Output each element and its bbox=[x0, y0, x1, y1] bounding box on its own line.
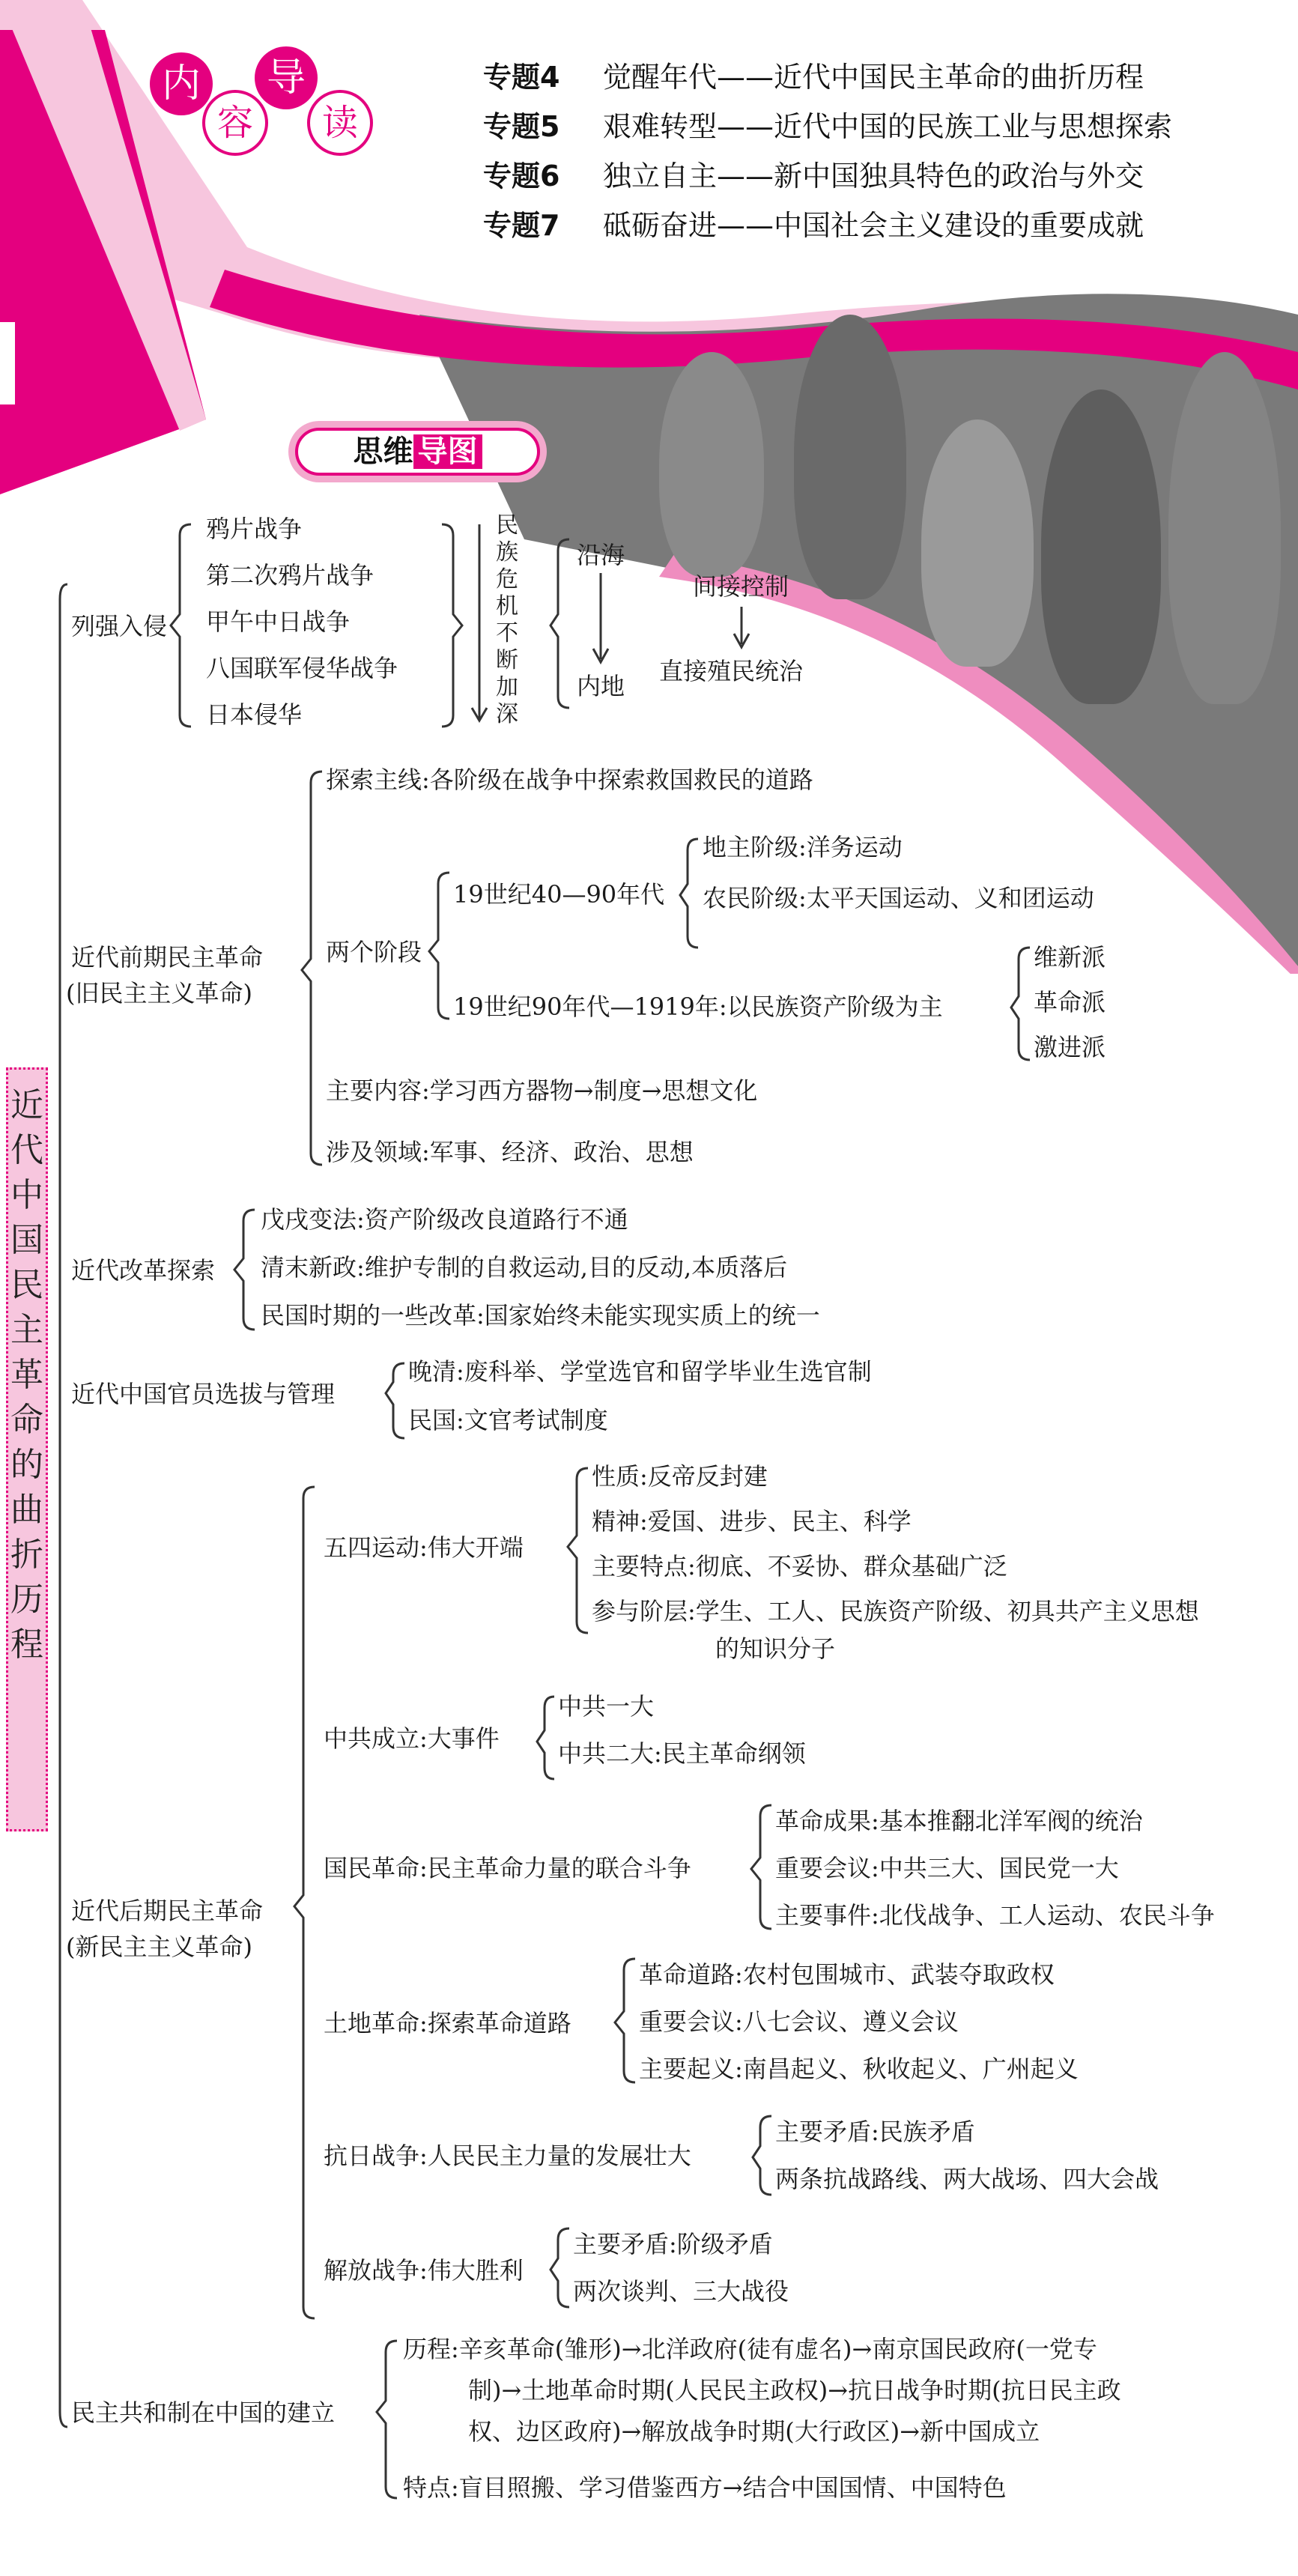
side-char: 历 bbox=[10, 1581, 43, 1619]
wusi-item: 主要特点:彻底、不妥协、群众基础广泛 bbox=[592, 1552, 1007, 1581]
faction-item: 革命派 bbox=[1034, 988, 1106, 1016]
side-char: 折 bbox=[10, 1536, 43, 1574]
wusi-item: 性质:反帝反封建 bbox=[592, 1462, 768, 1491]
indirect-control: 间接控制 bbox=[693, 572, 789, 601]
topic-num: 专题7 bbox=[483, 209, 560, 242]
main-content: 主要内容:学习西方器物→制度→思想文化 bbox=[326, 1076, 758, 1105]
badge-char-4: 读 bbox=[307, 90, 373, 156]
crisis-char: 不 bbox=[496, 620, 518, 646]
side-char: 革 bbox=[10, 1356, 43, 1394]
badge-char-1: 内 bbox=[150, 52, 213, 115]
war-item: 日本侵华 bbox=[206, 700, 303, 729]
side-char: 中 bbox=[10, 1176, 43, 1214]
war-item: 八国联军侵华战争 bbox=[206, 654, 398, 682]
land-item: 重要会议:八七会议、遵义会议 bbox=[639, 2007, 959, 2036]
topic-num: 专题5 bbox=[483, 110, 560, 143]
node-houqi: 近代后期民主革命 bbox=[71, 1897, 264, 1925]
land-item: 主要起义:南昌起义、秋收起义、广州起义 bbox=[639, 2055, 1079, 2083]
side-char: 命 bbox=[10, 1401, 43, 1439]
side-char: 程 bbox=[10, 1625, 43, 1664]
side-char: 主 bbox=[10, 1311, 43, 1349]
topic-num: 专题4 bbox=[483, 61, 560, 94]
side-char: 曲 bbox=[10, 1491, 43, 1529]
wusi-item-cont: 的知识分子 bbox=[715, 1634, 836, 1663]
land-revolution: 土地革命:探索革命道路 bbox=[324, 2009, 571, 2037]
crisis-char: 深 bbox=[496, 701, 518, 727]
side-char: 近 bbox=[10, 1086, 43, 1124]
wusi-item: 精神:爱国、进步、民主、科学 bbox=[592, 1507, 912, 1536]
side-char: 民 bbox=[10, 1266, 43, 1304]
crisis-char: 民 bbox=[496, 512, 518, 539]
ccp-item: 中共二大:民主革命纲领 bbox=[558, 1739, 806, 1768]
war-item: 鸦片战争 bbox=[206, 515, 303, 543]
crisis-char: 断 bbox=[496, 647, 518, 673]
national-item: 重要会议:中共三大、国民党一大 bbox=[775, 1854, 1119, 1882]
war-item: 甲午中日战争 bbox=[206, 607, 351, 636]
faction-item: 激进派 bbox=[1034, 1033, 1106, 1061]
topic-text: 砥砺奋进——中国社会主义建设的重要成就 bbox=[603, 209, 1144, 242]
liberation-war: 解放战争:伟大胜利 bbox=[324, 2256, 524, 2285]
national-revolution: 国民革命:民主革命力量的联合斗争 bbox=[324, 1854, 691, 1882]
period-2: 19世纪90年代—1919年:以民族资产阶级为主 bbox=[453, 992, 943, 1021]
node-lieqiang: 列强入侵 bbox=[71, 612, 168, 640]
coast-label: 沿海 bbox=[577, 541, 625, 569]
crisis-char: 加 bbox=[496, 674, 518, 700]
feature-line: 特点:盲目照搬、学习借鉴西方→结合中国国情、中国特色 bbox=[403, 2473, 1007, 2502]
node-qianqi-sub: (旧民主主义革命) bbox=[66, 979, 252, 1007]
anti-japanese-item: 两条抗战路线、两大战场、四大会战 bbox=[775, 2165, 1159, 2193]
reform-item: 清末新政:维护专制的自救运动,目的反动,本质落后 bbox=[261, 1253, 788, 1282]
crisis-char: 危 bbox=[496, 566, 518, 593]
side-char: 国 bbox=[10, 1221, 43, 1259]
national-item: 主要事件:北伐战争、工人运动、农民斗争 bbox=[775, 1901, 1215, 1930]
history-line: 制)→土地革命时期(人民民主政权)→抗日战争时期(抗日民主政 bbox=[468, 2376, 1121, 2404]
node-houqi-sub: (新民主主义革命) bbox=[66, 1933, 252, 1961]
badge-char-3: 导 bbox=[255, 46, 318, 109]
badge-char-2: 容 bbox=[202, 90, 268, 156]
node-gaige: 近代改革探索 bbox=[71, 1256, 216, 1285]
ccp-item: 中共一大 bbox=[558, 1692, 655, 1721]
crisis-char: 机 bbox=[496, 593, 518, 619]
crisis-char: 族 bbox=[496, 539, 518, 566]
side-char: 代 bbox=[10, 1131, 43, 1169]
wusi-movement: 五四运动:伟大开端 bbox=[324, 1533, 524, 1562]
history-line: 历程:辛亥革命(雏形)→北洋政府(徒有虚名)→南京国民政府(一党专 bbox=[403, 2335, 1097, 2363]
topic-text: 独立自主——新中国独具特色的政治与外交 bbox=[603, 160, 1144, 193]
peasant-class: 农民阶级:太平天国运动、义和团运动 bbox=[703, 884, 1094, 912]
land-item: 革命道路:农村包围城市、武装夺取政权 bbox=[639, 1960, 1055, 1989]
anti-japanese-item: 主要矛盾:民族矛盾 bbox=[775, 2118, 975, 2146]
node-gonghe: 民主共和制在中国的建立 bbox=[71, 2398, 336, 2427]
node-qianqi: 近代前期民主革命 bbox=[71, 943, 264, 972]
liberation-item: 主要矛盾:阶级矛盾 bbox=[573, 2230, 773, 2258]
reform-item: 民国时期的一些改革:国家始终未能实现实质上的统一 bbox=[261, 1301, 820, 1330]
faction-item: 维新派 bbox=[1034, 943, 1106, 972]
mainline: 探索主线:各阶级在战争中探索救国救民的道路 bbox=[326, 766, 813, 794]
crisis-vertical bbox=[494, 512, 520, 728]
node-guanyuan: 近代中国官员选拔与管理 bbox=[71, 1380, 336, 1408]
side-char: 的 bbox=[10, 1446, 43, 1484]
topic-text: 艰难转型——近代中国的民族工业与思想探索 bbox=[603, 110, 1173, 143]
reform-item: 戊戌变法:资产阶级改良道路行不通 bbox=[261, 1205, 628, 1234]
ccp-founding: 中共成立:大事件 bbox=[324, 1724, 500, 1753]
inland-label: 内地 bbox=[577, 672, 625, 700]
fields: 涉及领域:军事、经济、政治、思想 bbox=[326, 1138, 694, 1166]
liberation-item: 两次谈判、三大战役 bbox=[573, 2277, 789, 2306]
official-item: 晚清:废科举、学堂选官和留学毕业生选官制 bbox=[408, 1357, 872, 1386]
war-item: 第二次鸦片战争 bbox=[206, 561, 374, 590]
mindmap-label-b: 导图 bbox=[413, 434, 482, 469]
national-item: 革命成果:基本推翻北洋军阀的统治 bbox=[775, 1807, 1143, 1835]
mindmap-label-a: 思维 bbox=[353, 434, 413, 469]
topic-text: 觉醒年代——近代中国民主革命的曲折历程 bbox=[603, 61, 1144, 94]
anti-japanese-war: 抗日战争:人民民主力量的发展壮大 bbox=[324, 2142, 691, 2170]
landlord-class: 地主阶级:洋务运动 bbox=[703, 833, 903, 861]
period-1: 19世纪40—90年代 bbox=[453, 880, 665, 909]
wusi-item: 参与阶层:学生、工人、民族资产阶级、初具共产主义思想 bbox=[592, 1597, 1199, 1625]
topic-num: 专题6 bbox=[483, 160, 560, 193]
official-item: 民国:文官考试制度 bbox=[408, 1406, 608, 1434]
two-stages: 两个阶段 bbox=[326, 938, 422, 966]
direct-rule: 直接殖民统治 bbox=[659, 657, 804, 685]
history-line: 权、边区政府)→解放战争时期(大行政区)→新中国成立 bbox=[468, 2417, 1040, 2446]
